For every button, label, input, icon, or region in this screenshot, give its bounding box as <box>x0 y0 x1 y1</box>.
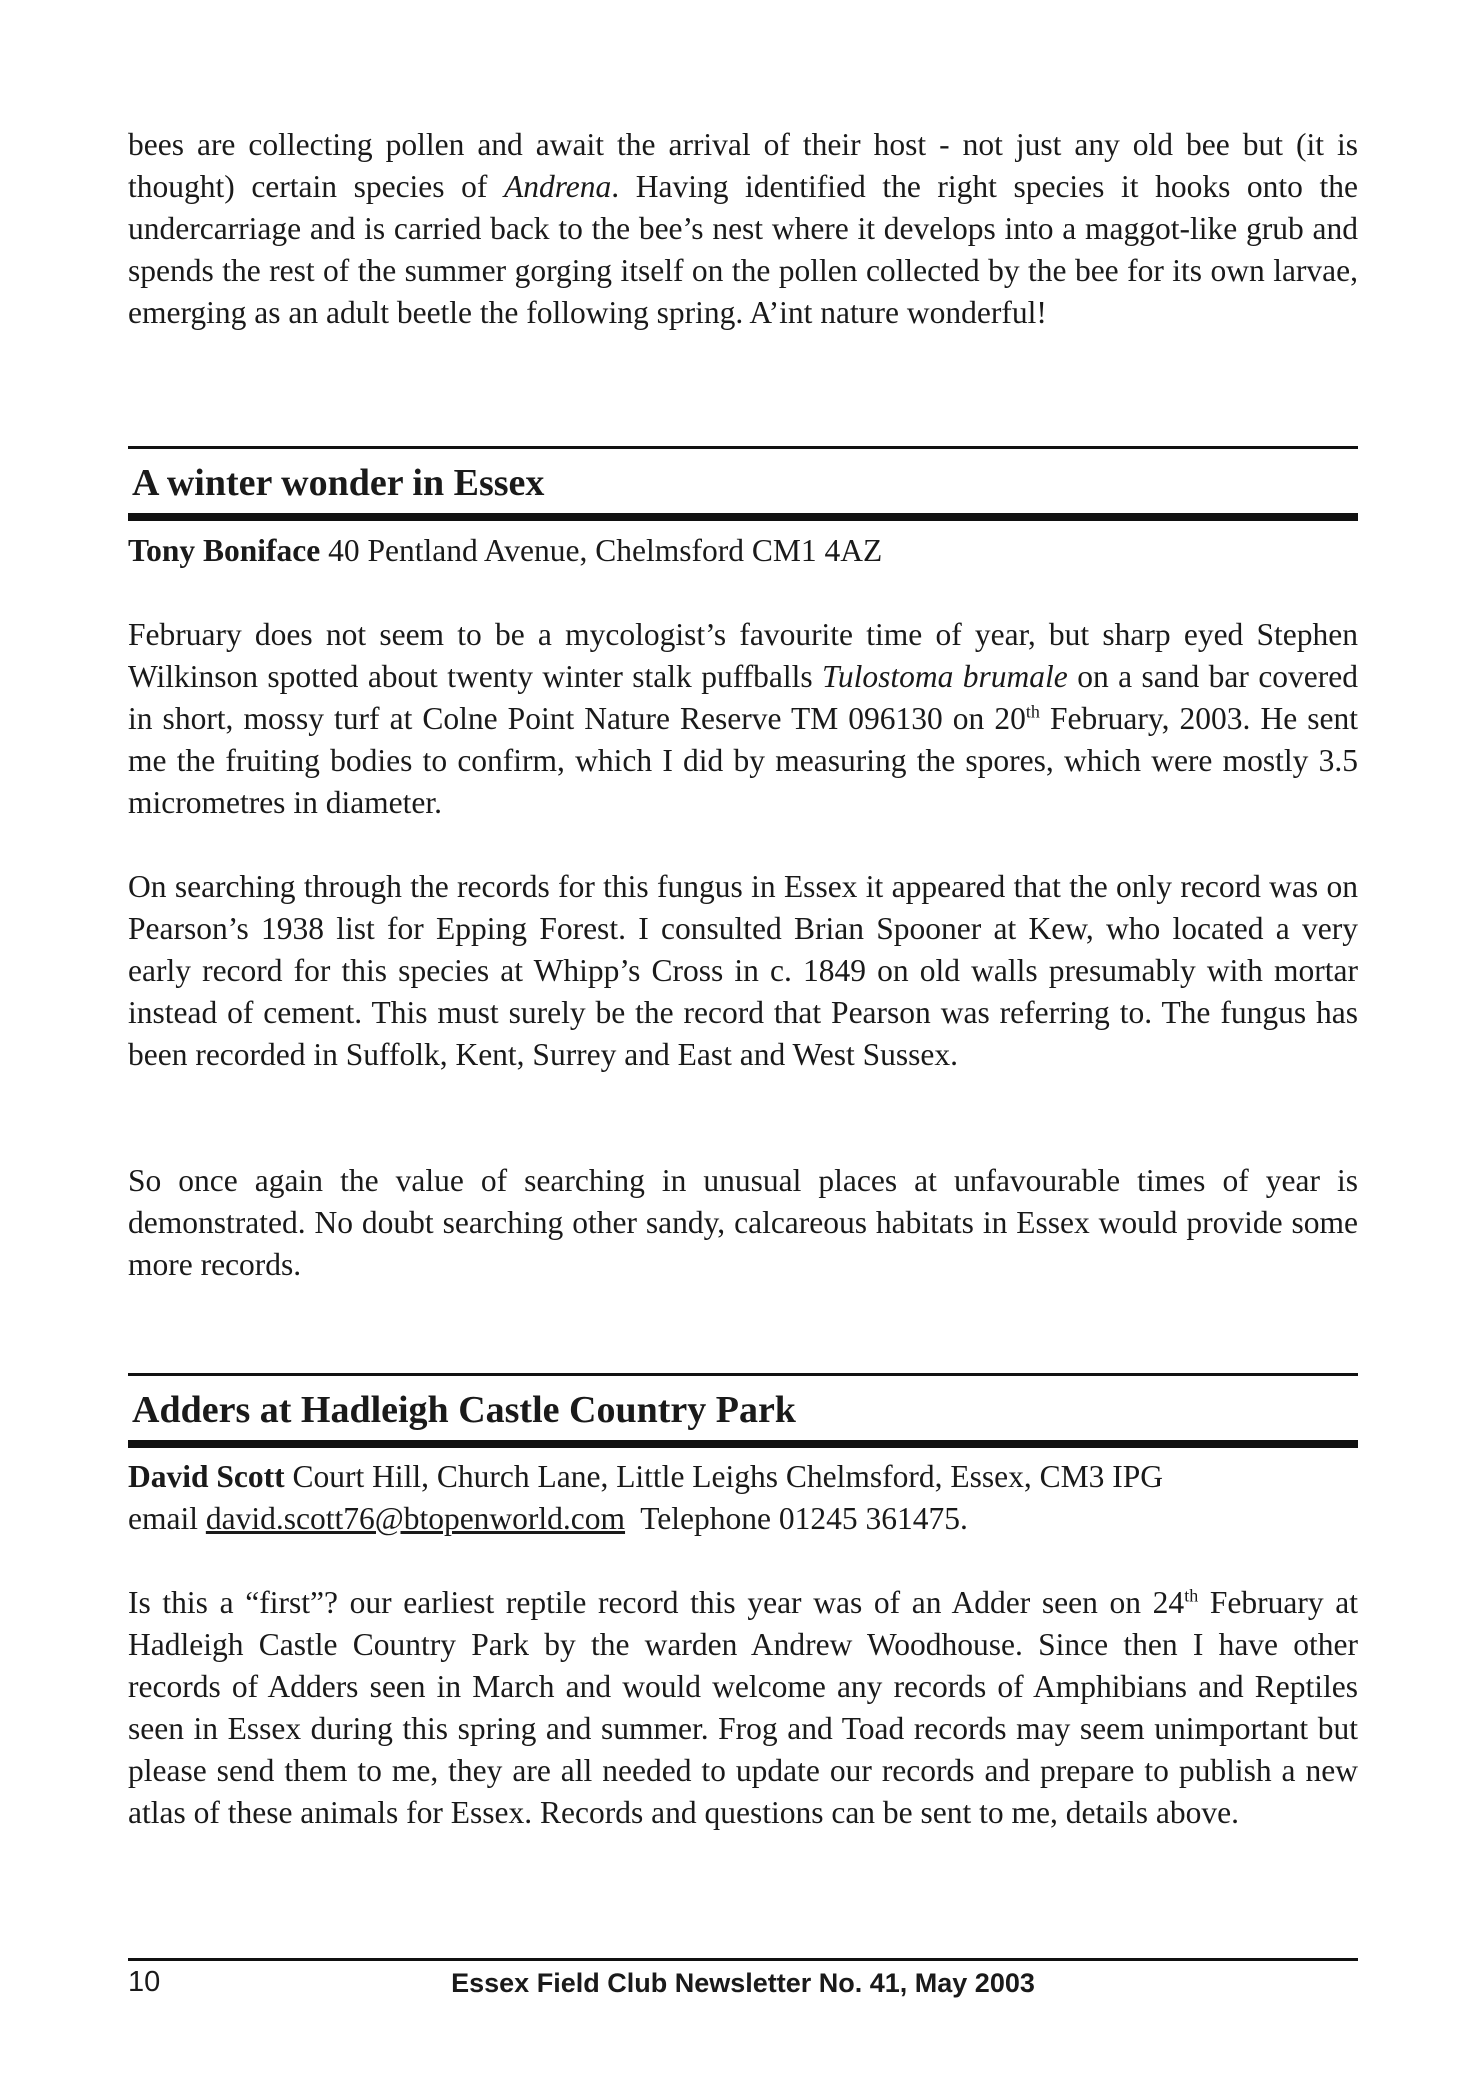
article2-paragraph-1 <box>128 1582 1358 1834</box>
article1-bottom-rule <box>128 513 1358 521</box>
article2-top-rule <box>128 1373 1358 1376</box>
article1-paragraph-2: On searching through the records for this fungus in Essex it appeared that the only record was on Pearson’s 1938 list for Epping Forest. I consulted Brian Spooner at Kew, who located a very early record for this species at Whipp’s Cross in c. 1849 on old walls presumably with mortar instead of cement. This must surely be the record that Pearson was referring to. The fungus has been recorded in Suffolk, Kent, Surrey and East and West Sussex. <box>128 869 1358 1072</box>
page-number: 10 <box>128 1966 161 1998</box>
article2-bottom-rule <box>128 1440 1358 1448</box>
article2-p1-text-a: Is this a “first”? our earliest reptile record this year was of an Adder seen on 24 <box>128 1585 1185 1620</box>
article1-p1-text-b: on a sand bar covered in short, mossy turf at Colne Point Nature Reserve TM 096130 on 20 <box>128 659 1359 736</box>
article1-paragraph-1 <box>128 614 1358 824</box>
footer-rule <box>128 1958 1358 1961</box>
article1-heading-block <box>128 446 1358 521</box>
article2-title: Adders at Hadleigh Castle Country Park <box>132 1389 796 1431</box>
intro-species-italic: Andrena <box>503 169 612 204</box>
article1-species-italic: Tulostoma brumale <box>822 659 1068 694</box>
article1-p1-text-a: February does not seem to be a mycologist’s favourite time of year, but sharp eyed Stephen Wilkinson spotted about twenty winter stalk puffballs <box>128 617 1358 694</box>
article2-author-name: David Scott <box>128 1459 285 1494</box>
article2-heading-block <box>128 1373 1358 1448</box>
intro-text-b: . Having identified the right species it hooks onto the undercarriage and is carried back to the bee’s nest where it develops into a maggot-like grub and spends the rest of the summer gorging itself on the pollen collected by the bee for its own larvae, emerging as an adult beetle the following spring. A’int nature wonderful! <box>128 169 1358 330</box>
page-footer <box>128 1966 1358 2006</box>
article1-top-rule <box>128 446 1358 449</box>
article1-p1-sup: th <box>1025 701 1040 722</box>
article2-p1-text-b: February at Hadleigh Castle Country Park by the warden Andrew Woodhouse. Since then I have other records of Adders seen in March and would welcome any records of Amphibians and Reptiles seen in Essex during this spring and summer. Frog and Toad records may seem unimportant but please send them to me, they are all needed to update our records and prepare to publish a new atlas of these animals for Essex. Records and questions can be sent to me, details above. <box>128 1585 1358 1830</box>
article1-author-name: Tony Boniface <box>128 533 321 568</box>
article1-paragraph-3: So once again the value of searching in unusual places at unfavourable times of year is demonstrated. No doubt searching other sandy, calcareous habitats in Essex would provide some more records. <box>128 1163 1358 1282</box>
article1-author-address: 40 Pentland Avenue, Chelmsford CM1 4AZ <box>320 533 883 568</box>
article2-email-label: email <box>128 1501 206 1536</box>
intro-paragraph <box>128 124 1358 334</box>
intro-text-a: bees are collecting pollen and await the arrival of their host - not just any old bee but (it is thought) certain species of <box>128 127 1358 204</box>
article2-p1-sup: th <box>1184 1585 1199 1606</box>
article1-p1-text-c: February, 2003. He sent me the fruiting bodies to confirm, which I did by measuring the spores, which were mostly 3.5 micrometres in diameter. <box>128 701 1358 820</box>
article1-title: A winter wonder in Essex <box>132 462 545 504</box>
article2-email-link[interactable]: david.scott76@btopenworld.com <box>205 1501 626 1536</box>
article2-author-address: Court Hill, Church Lane, Little Leighs Chelmsford, Essex, CM3 IPG <box>284 1459 1164 1494</box>
publication-title: Essex Field Club Newsletter No. 41, May 2003 <box>451 1968 1035 1998</box>
article1-byline <box>128 530 1358 572</box>
article2-byline <box>128 1456 1358 1540</box>
article2-telephone: Telephone 01245 361475. <box>625 1501 968 1536</box>
